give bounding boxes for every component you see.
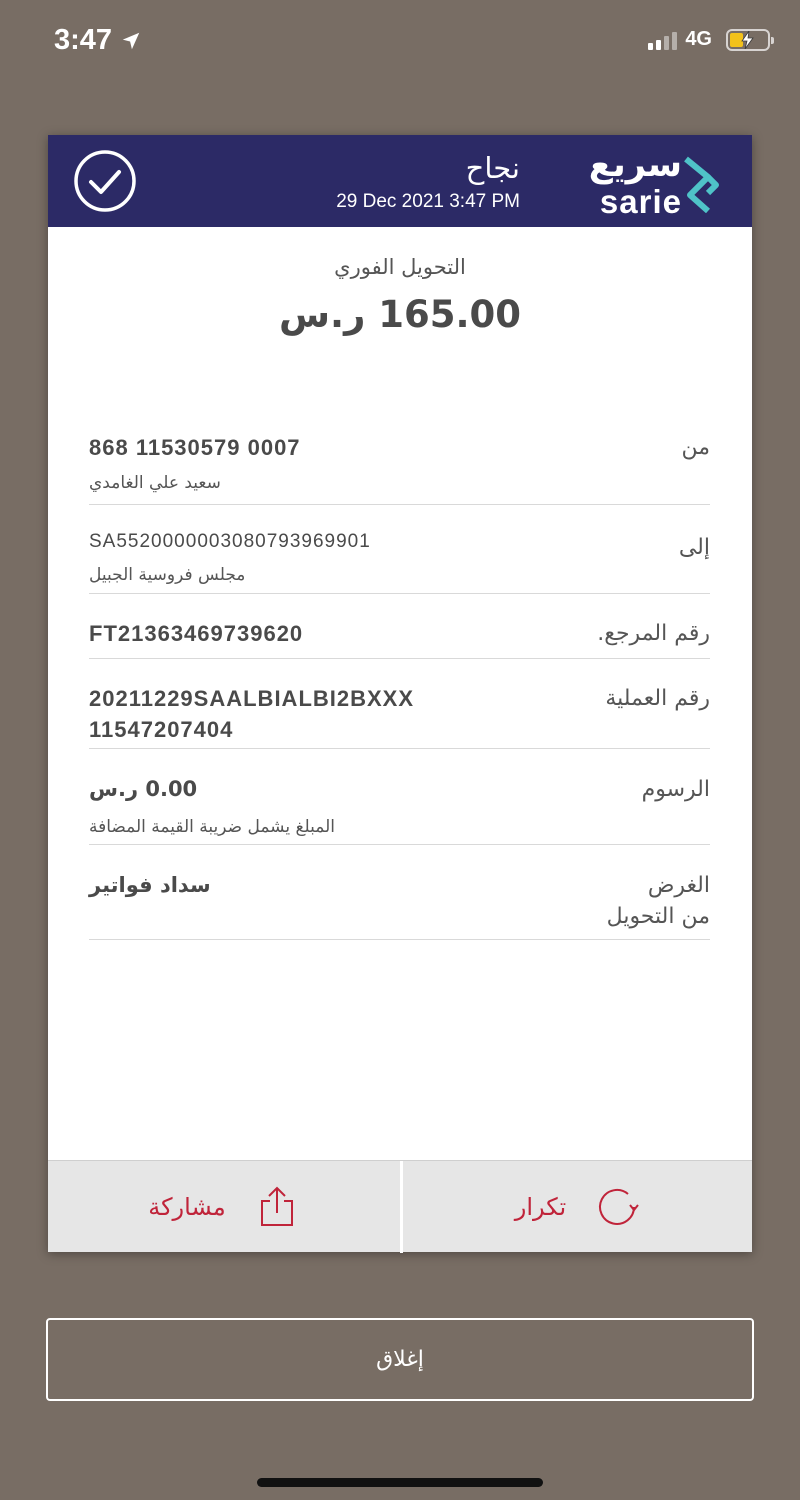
sarie-logo	[580, 145, 720, 220]
receipt-header	[48, 135, 752, 227]
status-indicators	[648, 28, 770, 51]
logo-english: sarie	[599, 183, 682, 220]
logo-arabic: سريع	[588, 145, 682, 185]
detail-sub: المبلغ يشمل ضريبة القيمة المضافة	[89, 817, 336, 837]
detail-label: الرسوم	[641, 777, 710, 802]
signal-bars-icon	[648, 30, 677, 50]
battery-charging-icon	[726, 29, 770, 51]
detail-label: رقم المرجع.	[597, 621, 710, 646]
detail-value: SA5520000003080793969901	[89, 531, 371, 552]
detail-value: FT21363469739620	[89, 621, 304, 646]
logo-mark-icon	[682, 155, 720, 213]
detail-sub: سعيد علي الغامدي	[89, 473, 221, 493]
action-bar	[48, 1160, 752, 1252]
close-label: إغلاق	[376, 1347, 424, 1372]
network-type: 4G	[685, 28, 712, 50]
detail-row-reference	[89, 594, 710, 659]
detail-label: من	[681, 435, 710, 460]
detail-value: سداد فواتير	[89, 873, 211, 897]
detail-label: رقم العملية	[605, 686, 710, 711]
status-time-text: 3:47	[54, 24, 113, 56]
detail-value: 868 11530579 0007	[89, 435, 301, 460]
share-icon	[254, 1184, 300, 1230]
detail-value: 20211229SAALBIALBI2BXXX	[89, 686, 415, 711]
detail-value-line2: 11547207404	[89, 717, 234, 742]
status-title: نجاح	[465, 151, 520, 185]
detail-row-fees	[89, 749, 710, 845]
detail-label: إلى	[678, 535, 710, 560]
detail-label: الغرض	[647, 873, 710, 898]
home-indicator[interactable]	[257, 1478, 543, 1487]
share-button[interactable]	[48, 1161, 400, 1253]
detail-row-purpose	[89, 845, 710, 940]
share-label: مشاركة	[148, 1193, 226, 1221]
status-datetime: 29 Dec 2021 3:47 PM	[336, 191, 520, 212]
status-time	[54, 24, 142, 57]
detail-sub: مجلس فروسية الجبيل	[89, 565, 246, 585]
receipt-card	[48, 135, 752, 1252]
detail-value: 0.00 ر.س	[89, 777, 198, 801]
detail-row-from	[89, 425, 710, 505]
transfer-amount: 165.00 ر.س	[278, 293, 522, 336]
check-circle-icon	[73, 149, 137, 213]
close-button[interactable]	[46, 1318, 754, 1401]
transfer-type: التحويل الفوري	[334, 255, 466, 279]
repeat-label: تكرار	[514, 1193, 567, 1221]
repeat-icon	[594, 1184, 640, 1230]
status-bar	[0, 0, 800, 84]
detail-row-to	[89, 505, 710, 594]
details-list	[89, 425, 710, 940]
repeat-button[interactable]	[400, 1161, 752, 1253]
location-arrow-icon	[120, 30, 142, 52]
detail-row-transaction	[89, 659, 710, 749]
detail-label-line2: من التحويل	[606, 904, 710, 929]
